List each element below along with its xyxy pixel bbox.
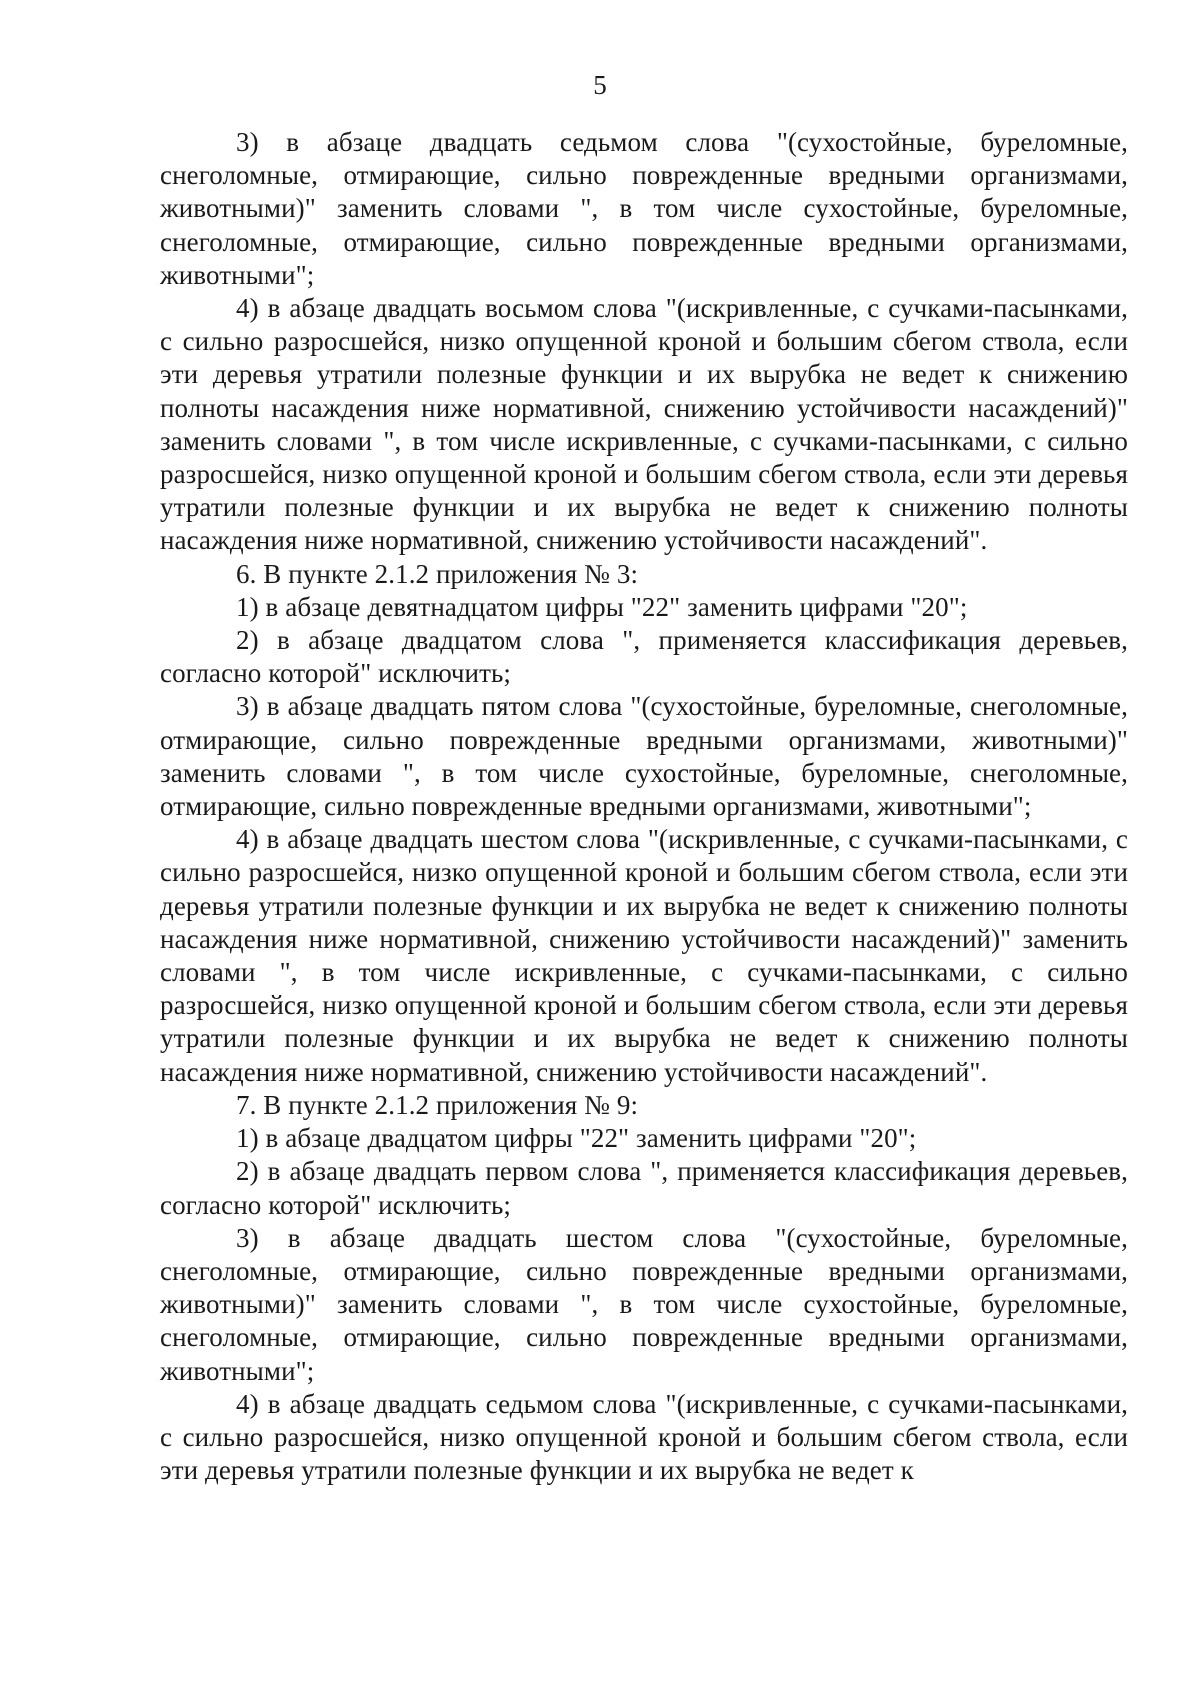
paragraph-section-7-heading: 7. В пункте 2.1.2 приложения № 9: bbox=[236, 1089, 639, 1120]
paragraph-section-6-heading: 6. В пункте 2.1.2 приложения № 3: bbox=[236, 558, 639, 589]
page-number: 5 bbox=[593, 70, 607, 100]
paragraph-section-7-item-2: 2) в абзаце двадцать первом слова ", применяется классификация деревьев, согласно которой" исключить; bbox=[160, 1156, 1128, 1220]
paragraph-section-7-item-3: 3) в абзаце двадцать шестом слова "(сухостойные, буреломные, снеголомные, отмирающие, сильно поврежденные вредными организмами, животными)" заменить словами ", в том числе сухостойные, буреломные, снеголомные, отмирающие, сильно поврежденные вредными организмами, животными"; bbox=[160, 1222, 1128, 1386]
paragraph-section-7-item-4: 4) в абзаце двадцать седьмом слова "(искривленные, с сучками-пасынками, с сильно разросшейся, низко опущенной кроной и большим сбегом ствола, если эти деревья утратили полезные функции и их вырубка не ведет к bbox=[160, 1388, 1128, 1486]
paragraph-item-4-art28: 4) в абзаце двадцать восьмом слова "(искривленные, с сучками-пасынками, с сильно разросшейся, низко опущенной кроной и большим сбегом ствола, если эти деревья утратили полезные функции и их вырубка не ведет к снижению полноты насаждения ниже нормативной, снижению устойчивости насаждений)" заменить словами ", в том числе искривленные, с сучками-пасынками, с сильно разросшейся, низко опущенной кроной и большим сбегом ствола, если эти деревья утратили полезные функции и их вырубка не ведет к снижению полноты насаждения ниже нормативной, снижению устойчивости насаждений". bbox=[160, 293, 1128, 556]
paragraph-section-6-item-4: 4) в абзаце двадцать шестом слова "(искривленные, с сучками-пасынками, с сильно разросшейся, низко опущенной кроной и большим сбегом ствола, если эти деревья утратили полезные функции и их вырубка не ведет к снижению полноты насаждения ниже нормативной, снижению устойчивости насаждений)" заменить словами ", в том числе искривленные, с сучками-пасынками, с сильно разросшейся, низко опущенной кроной и большим сбегом ствола, если эти деревья утратили полезные функции и их вырубка не ведет к снижению полноты насаждения ниже нормативной, снижению устойчивости насаждений". bbox=[160, 824, 1128, 1087]
document-body bbox=[160, 126, 1128, 1487]
paragraph-section-6-item-3: 3) в абзаце двадцать пятом слова "(сухостойные, буреломные, снеголомные, отмирающие, сильно поврежденные вредными организмами, животными)" заменить словами ", в том числе сухостойные, буреломные, снеголомные, отмирающие, сильно поврежденные вредными организмами, животными"; bbox=[160, 691, 1128, 822]
paragraph-item-3-art27: 3) в абзаце двадцать седьмом слова "(сухостойные, буреломные, снеголомные, отмирающие, сильно поврежденные вредными организмами, животными)" заменить словами ", в том числе сухостойные, буреломные, снеголомные, отмирающие, сильно поврежденные вредными организмами, животными"; bbox=[160, 127, 1128, 290]
paragraph-section-7-item-1: 1) в абзаце двадцатом цифры "22" заменить цифрами "20"; bbox=[236, 1123, 917, 1154]
paragraph-section-6-item-1: 1) в абзаце девятнадцатом цифры "22" заменить цифрами "20"; bbox=[236, 591, 968, 622]
paragraph-section-6-item-2: 2) в абзаце двадцатом слова ", применяется классификация деревьев, согласно которой" исключить; bbox=[160, 625, 1128, 689]
